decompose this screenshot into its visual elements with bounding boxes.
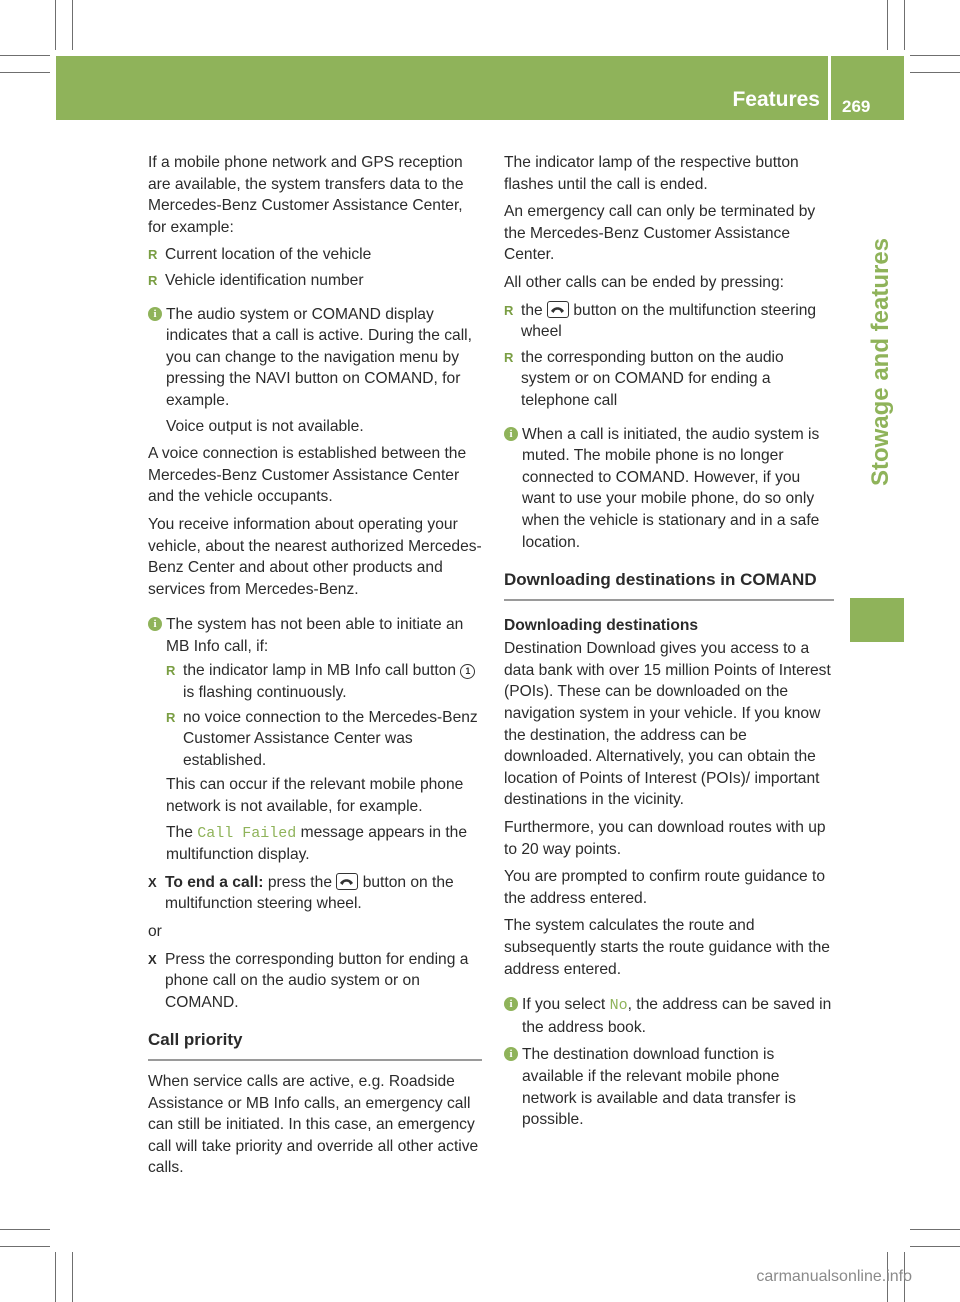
display-message: Call Failed — [197, 824, 297, 842]
hang-up-icon — [547, 301, 569, 318]
crop-mark — [910, 72, 960, 73]
paragraph: The system calculates the route and subsequently starts the route guidance with the address entered. — [504, 917, 830, 978]
section-heading: Call priority — [148, 1029, 482, 1061]
info-icon: i — [148, 617, 162, 631]
crop-mark — [0, 55, 50, 56]
crop-mark — [0, 1246, 50, 1247]
crop-mark — [910, 55, 960, 56]
watermark: carmanualsonline.info — [756, 1268, 912, 1285]
bullet-icon: R — [148, 247, 158, 263]
paragraph: An emergency call can only be terminated by the Mercedes-Benz Customer Assistance Center. — [504, 203, 816, 264]
crop-mark — [55, 0, 56, 50]
paragraph: Furthermore, you can download routes with up to 20 way points. — [504, 819, 826, 858]
crop-mark — [0, 72, 50, 73]
crop-mark — [55, 1252, 56, 1302]
info-note: i The destination download function is available if the relevant mobile phone network is available and data transfer is possible. — [504, 1044, 834, 1130]
left-column — [148, 152, 482, 1185]
list-item: R Current location of the vehicle — [148, 244, 482, 266]
list-item: R the corresponding button on the audio system or on COMAND for ending a telephone call — [504, 348, 784, 409]
crop-mark — [910, 1229, 960, 1230]
intro-paragraph: If a mobile phone network and GPS reception are available, the system transfers data to the Mercedes-Benz Customer Assistance Center, for example: — [148, 154, 464, 236]
info-icon: i — [504, 427, 518, 441]
bullet-icon: R — [504, 349, 514, 365]
paragraph: Destination Download gives you access to a data bank with over 15 million Points of Interest (POIs). These can be downloaded on the navigation system in your vehicle. If you know the destination, the address can be downloaded. Alternatively, you can obtain the location of Points of Interest (POIs)/ important destinations in the vicinity. — [504, 640, 831, 809]
arrow-icon: X — [148, 874, 157, 890]
paragraph: A voice connection is established between the Mercedes-Benz Customer Assistance Center and the vehicle occupants. — [148, 445, 467, 506]
side-thumb-tab — [850, 598, 904, 642]
crop-mark — [72, 1252, 73, 1302]
list-item: R the indicator lamp in MB Info call button 1 is flashing continuously. — [166, 660, 482, 703]
or-label: or — [148, 923, 162, 940]
info-icon: i — [504, 997, 518, 1011]
info-note: i When a call is initiated, the audio system is muted. The mobile phone is no longer connected to COMAND. However, if you want to use your mobile phone, do so only when the vehicle is stationary and in a safe location. — [504, 424, 834, 554]
paragraph: All other calls can be ended by pressing: — [504, 273, 784, 291]
display-message: No — [609, 997, 628, 1015]
right-column — [504, 152, 834, 1137]
list-item: R no voice connection to the Mercedes-Benz Customer Assistance Center was established. — [166, 708, 478, 769]
page-number: 269 — [842, 97, 871, 116]
bullet-icon: R — [148, 272, 158, 288]
bullet-icon: R — [504, 302, 514, 318]
list-item: R the button on the multifunction steering wheel — [504, 301, 817, 341]
header-divider — [828, 56, 831, 120]
paragraph: You receive information about operating your vehicle, about the nearest authorized Mercedes-Benz Center and about other products and services from Mercedes-Benz. — [148, 515, 482, 598]
paragraph: When service calls are active, e.g. Roadside Assistance or MB Info calls, an emergency call can still be initiated. In this case, an emergency call will take priority and override all other active calls. — [148, 1072, 479, 1177]
bullet-icon: R — [166, 709, 176, 725]
crop-mark — [910, 1246, 960, 1247]
list-item: R Vehicle identification number — [148, 270, 482, 292]
info-note: i The audio system or COMAND display indicates that a call is active. During the call, you can change to the navigation menu by pressing the NAVI button on COMAND, for example. Voice output is not available. — [148, 304, 482, 438]
callout-number-icon: 1 — [460, 664, 475, 679]
side-section-label: Stowage and features — [867, 237, 894, 487]
action-step: X Press the corresponding button for ending a phone call on the audio system or on COMAND. — [148, 950, 469, 1011]
info-icon: i — [148, 307, 162, 321]
paragraph: The indicator lamp of the respective button flashes until the call is ended. — [504, 154, 799, 193]
info-note: i If you select No, the address can be saved in the address book. — [504, 994, 834, 1038]
bullet-icon: R — [166, 663, 176, 679]
crop-mark — [887, 0, 888, 50]
subsection-heading: Downloading destinations — [504, 616, 699, 634]
info-note: i The system has not been able to initiate an MB Info call, if: R the indicator lamp in MB Info call button 1 is flashing continuously. R no voice connection to the Mercedes-Benz Customer Assistance Center was established. This can occur if the relevant mobile phone network is not available, for example. The Call Failed message appears in the multifunction display. — [148, 614, 482, 866]
crop-mark — [72, 0, 73, 50]
hang-up-icon — [336, 873, 358, 890]
info-icon: i — [504, 1047, 518, 1061]
action-step: X To end a call: press the button on the multifunction steering wheel. — [148, 873, 454, 913]
arrow-icon: X — [148, 951, 157, 967]
paragraph: You are prompted to confirm route guidance to the address entered. — [504, 868, 826, 907]
crop-mark — [0, 1229, 50, 1230]
section-heading: Downloading destinations in COMAND — [504, 569, 834, 601]
section-title: Features — [732, 88, 820, 111]
crop-mark — [904, 0, 905, 50]
